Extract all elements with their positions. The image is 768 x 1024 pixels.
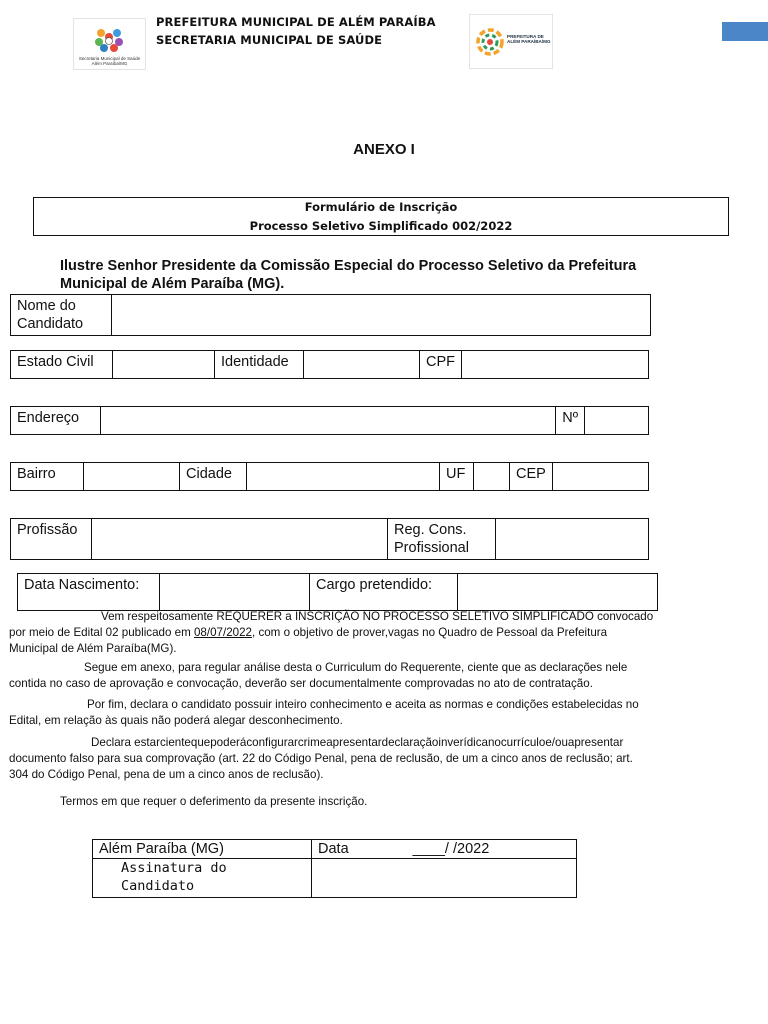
form-row-profissao: [10, 518, 649, 560]
label-identidade: Identidade: [215, 351, 304, 379]
date-label: Data: [318, 841, 349, 857]
label-cpf: CPF: [420, 351, 462, 379]
signature-input[interactable]: [312, 859, 577, 898]
form-title-line-1: Formulário de Inscrição: [304, 200, 458, 214]
p4-line-3: 304 do Código Penal, pena de um a cinco anos de reclusão).: [9, 768, 324, 781]
label-cargo: Cargo pretendido:: [310, 574, 458, 611]
p4-line-2: documento falso para sua comprovação (art. 22 do Código Penal, pena de reclusão, de um a cinco anos de reclusão; art.: [9, 752, 633, 765]
accent-bar: [722, 22, 768, 41]
input-identidade[interactable]: [304, 351, 420, 379]
signature-label: Assinatura do Candidato: [93, 859, 312, 898]
date-value: ____/ /2022: [412, 841, 490, 857]
input-endereco[interactable]: [101, 407, 556, 435]
p3-line-1: Por fim, declara o candidato possuir inteiro conhecimento e aceita as normas e condições estabelecidas no: [87, 698, 639, 711]
form-title-box: [33, 197, 729, 236]
signature-table: [92, 839, 577, 898]
paragraph-requerimento: [9, 609, 761, 657]
prefeitura-logo: [469, 14, 553, 69]
salutation: Ilustre Senhor Presidente da Comissão Especial do Processo Seletivo da Prefeitura Municipal de Além Paraíba (MG).: [60, 258, 637, 292]
closing-text: Termos em que requer o deferimento da presente inscrição.: [60, 795, 368, 808]
header-line-1: PREFEITURA MUNICIPAL DE ALÉM PARAÍBA: [156, 15, 436, 29]
input-profissao[interactable]: [92, 519, 388, 560]
input-bairro[interactable]: [84, 463, 180, 491]
input-numero[interactable]: [585, 407, 649, 435]
label-numero: Nº: [556, 407, 585, 435]
form-row-endereco: [10, 406, 649, 435]
edital-date: 08/07/2022: [193, 626, 252, 639]
p1-line-1: Vem respeitosamente REQUERER a INSCRIÇÃO NO PROCESSO SELETIVO SIMPLIFICADO convocado: [101, 610, 654, 623]
place-label: Além Paraíba (MG): [93, 840, 312, 859]
paragraph-declaracao: [9, 735, 761, 783]
secretaria-logo: [73, 18, 146, 70]
label-cidade: Cidade: [180, 463, 247, 491]
input-cep[interactable]: [552, 463, 648, 491]
p3-line-2: Edital, em relação às quais não poderá alegar desconhecimento.: [9, 714, 343, 727]
date-cell[interactable]: [312, 840, 577, 859]
p4-line-1: Declara estarcientequepoderáconfigurarcrimeapresentardeclaraçãoinverídicanocurrículoe/ouapresentar: [91, 736, 624, 749]
input-data-nascimento[interactable]: [160, 574, 310, 611]
label-cep: CEP: [510, 463, 553, 491]
form-row-nome: [10, 294, 651, 336]
label-uf: UF: [440, 463, 474, 491]
p1-line-3: Municipal de Além Paraíba(MG).: [9, 642, 177, 655]
p2-line-2: contida no caso de aprovação e convocação, deverão ser documentalmente comprovadas no ato de contratação.: [9, 677, 593, 690]
paragraph-conhecimento: [9, 697, 761, 729]
header-line-2: SECRETARIA MUNICIPAL DE SAÚDE: [156, 33, 383, 47]
label-reg-cons: Reg. Cons. Profissional: [388, 519, 496, 560]
page-title: ANEXO I: [353, 141, 415, 158]
label-estado-civil: Estado Civil: [11, 351, 113, 379]
p1-line-2: por meio de Edital 02 publicado em 08/07/2022, com o objetivo de prover,vagas no Quadro de Pessoal da Prefeitura: [9, 626, 608, 639]
form-title-line-2: Processo Seletivo Simplificado 002/2022: [249, 219, 513, 233]
label-profissao: Profissão: [11, 519, 92, 560]
label-endereco: Endereço: [11, 407, 101, 435]
input-cargo[interactable]: [458, 574, 658, 611]
input-uf[interactable]: [474, 463, 510, 491]
input-reg-cons[interactable]: [496, 519, 649, 560]
input-nome[interactable]: [112, 295, 651, 336]
input-estado-civil[interactable]: [113, 351, 215, 379]
form-row-estado-civil: [10, 350, 649, 379]
paragraph-curriculum: [9, 660, 761, 692]
form-row-bairro: [10, 462, 649, 491]
form-row-nascimento: [17, 573, 658, 611]
input-cpf[interactable]: [462, 351, 649, 379]
input-cidade[interactable]: [247, 463, 440, 491]
p2-line-1: Segue em anexo, para regular análise desta o Curriculum do Requerente, ciente que as declarações nele: [84, 661, 628, 674]
secretaria-logo-caption: Secretaria Municipal de Saúde Além Paraíba/MG: [78, 56, 141, 66]
label-bairro: Bairro: [11, 463, 84, 491]
label-data-nascimento: Data Nascimento:: [18, 574, 160, 611]
label-nome: Nome do Candidato: [11, 295, 112, 336]
prefeitura-logo-caption: PREFEITURA DE ALÉM PARAÍBA/MG: [507, 34, 551, 45]
